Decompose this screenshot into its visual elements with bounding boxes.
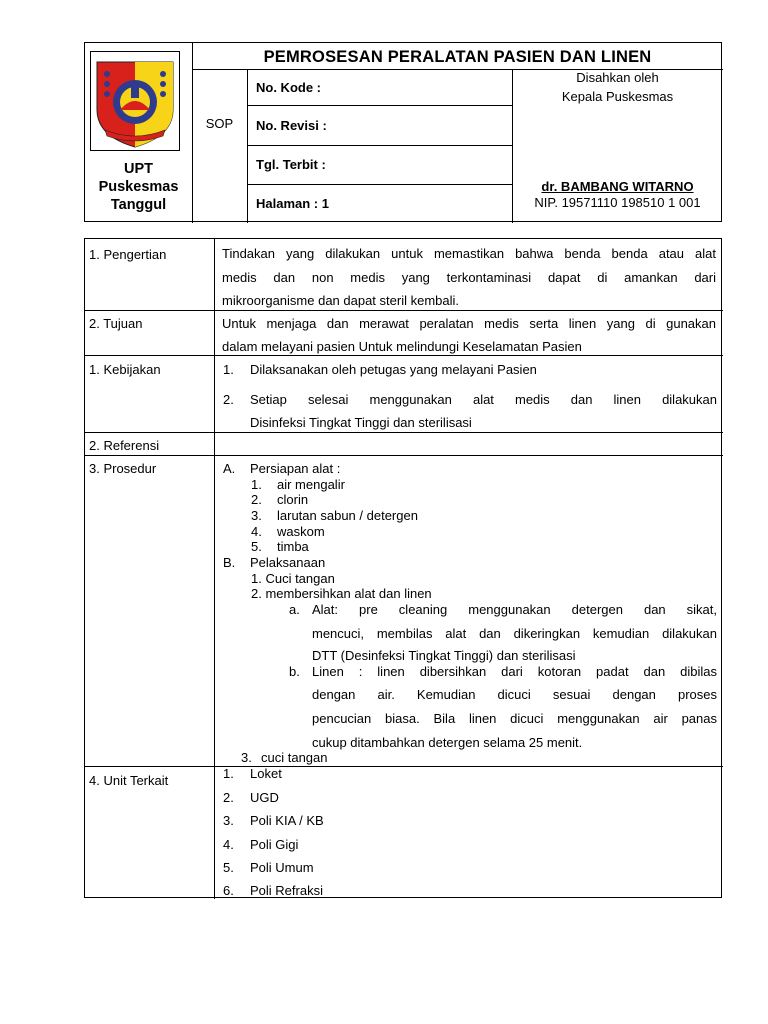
kebijakan-label: 1. Kebijakan: [89, 362, 161, 377]
header-divider: [247, 184, 512, 185]
tool-item-text: waskom: [277, 524, 325, 539]
tool-item-number: 2.: [251, 492, 262, 507]
kebijakan-item-number: 2.: [223, 392, 234, 407]
prosedur-a-marker: A.: [223, 461, 236, 476]
no-revisi-field: No. Revisi :: [256, 118, 327, 133]
prosedur-b-title: Pelaksanaan: [250, 555, 326, 570]
kebijakan-item-number: 1.: [223, 362, 234, 377]
sop-content-table: [84, 238, 722, 898]
prosedur-step: 2. membersihkan alat dan linen: [251, 586, 432, 601]
unit-item-text: Poli Gigi: [250, 837, 299, 852]
prosedur-step: 1. Cuci tangan: [251, 571, 335, 586]
sop-label: SOP: [205, 116, 234, 131]
unit-item-number: 1.: [223, 766, 234, 781]
row-divider: [85, 766, 723, 767]
no-kode-field: No. Kode :: [256, 80, 321, 95]
document-title: PEMROSESAN PERALATAN PASIEN DAN LINEN: [263, 48, 652, 66]
row-divider: [85, 355, 723, 356]
unit-item-text: Poli KIA / KB: [250, 813, 324, 828]
kebijakan-item-text: Dilaksanakan oleh petugas yang melayani Pasien: [250, 362, 537, 377]
unit-item-number: 3.: [223, 813, 234, 828]
prosedur-label: 3. Prosedur: [89, 461, 157, 476]
substep-text-line: DTT (Desinfeksi Tingkat Tinggi) dan sterilisasi: [312, 648, 576, 663]
prosedur-b-marker: B.: [223, 555, 236, 570]
approval-position: Kepala Puskesmas: [561, 89, 674, 104]
referensi-label: 2. Referensi: [89, 438, 160, 453]
pengertian-label: 1. Pengertian: [89, 247, 167, 262]
column-divider: [214, 239, 215, 899]
unit-terkait-label: 4. Unit Terkait: [89, 773, 169, 788]
unit-item-text: UGD: [250, 790, 279, 805]
tool-item-text: clorin: [277, 492, 309, 507]
kebijakan-item-text: Setiap selesai menggunakan alat medis dan linen dilakukan: [250, 392, 717, 407]
unit-item-text: Poli Umum: [250, 860, 314, 875]
halaman-field: Halaman : 1: [256, 196, 329, 211]
approval-label: Disahkan oleh: [576, 70, 659, 85]
puskesmas-logo: [91, 52, 179, 150]
pengertian-text-line: Tindakan yang dilakukan untuk memastikan bahwa benda benda atau alat: [222, 246, 716, 261]
substep-marker: b.: [289, 664, 300, 679]
tgl-terbit-field: Tgl. Terbit :: [256, 157, 326, 172]
substep-text-line: pencucian biasa. Bila linen dicuci menggunakan air panas: [312, 711, 717, 726]
tool-item-text: larutan sabun / detergen: [277, 508, 418, 523]
org-line: Tanggul: [110, 197, 167, 213]
tool-item-number: 4.: [251, 524, 262, 539]
prosedur-step-number: 3.: [241, 750, 252, 765]
pengertian-text-line: mikroorganisme dan dapat steril kembali.: [222, 293, 459, 308]
prosedur-step: cuci tangan: [261, 750, 328, 765]
logo-frame: [90, 51, 180, 151]
tool-item-number: 1.: [251, 477, 262, 492]
organization-name: [85, 160, 192, 214]
unit-item-text: Poli Refraksi: [250, 883, 323, 898]
signer-nip: NIP. 19571110 198510 1 001: [534, 195, 701, 210]
sop-header-table: [84, 42, 722, 222]
tool-item-text: timba: [277, 539, 309, 554]
tujuan-label: 2. Tujuan: [89, 316, 143, 331]
org-line: UPT: [124, 161, 153, 177]
tujuan-text-line: dalam melayani pasien Untuk melindungi Keselamatan Pasien: [222, 339, 582, 354]
unit-item-number: 6.: [223, 883, 234, 898]
signer-name-wrap: [512, 178, 723, 196]
substep-text-line: dengan air. Kemudian dicuci sesuai dengan proses: [312, 687, 717, 702]
unit-item-number: 2.: [223, 790, 234, 805]
substep-text-line: mencuci, membilas alat dan dikeringkan kemudian dilakukan: [312, 626, 717, 641]
substep-text-line: Alat: pre cleaning menggunakan detergen dan sikat,: [312, 602, 717, 617]
unit-item-text: Loket: [250, 766, 282, 781]
pengertian-text-line: medis dan non medis yang terkontaminasi dapat di amankan dari: [222, 270, 716, 285]
header-divider: [247, 105, 512, 106]
substep-text-line: cukup ditambahkan detergen selama 25 menit.: [312, 735, 583, 750]
prosedur-a-title: Persiapan alat :: [250, 461, 341, 476]
substep-marker: a.: [289, 602, 300, 617]
header-divider: [192, 43, 193, 223]
unit-item-number: 4.: [223, 837, 234, 852]
tujuan-text-line: Untuk menjaga dan merawat peralatan medis serta linen yang di gunakan: [222, 316, 716, 331]
row-divider: [85, 455, 723, 456]
header-divider: [247, 69, 248, 223]
header-divider: [247, 145, 512, 146]
tool-item-number: 3.: [251, 508, 262, 523]
substep-text-line: Linen : linen dibersihkan dari kotoran padat dan dibilas: [312, 664, 717, 679]
kebijakan-item-text: Disinfeksi Tingkat Tinggi dan sterilisasi: [250, 415, 472, 430]
org-line: Puskesmas: [98, 179, 179, 195]
signer-name: dr. BAMBANG WITARNO: [541, 179, 694, 194]
tool-item-text: air mengalir: [277, 477, 345, 492]
unit-item-number: 5.: [223, 860, 234, 875]
row-divider: [85, 310, 723, 311]
tool-item-number: 5.: [251, 539, 262, 554]
row-divider: [85, 432, 723, 433]
